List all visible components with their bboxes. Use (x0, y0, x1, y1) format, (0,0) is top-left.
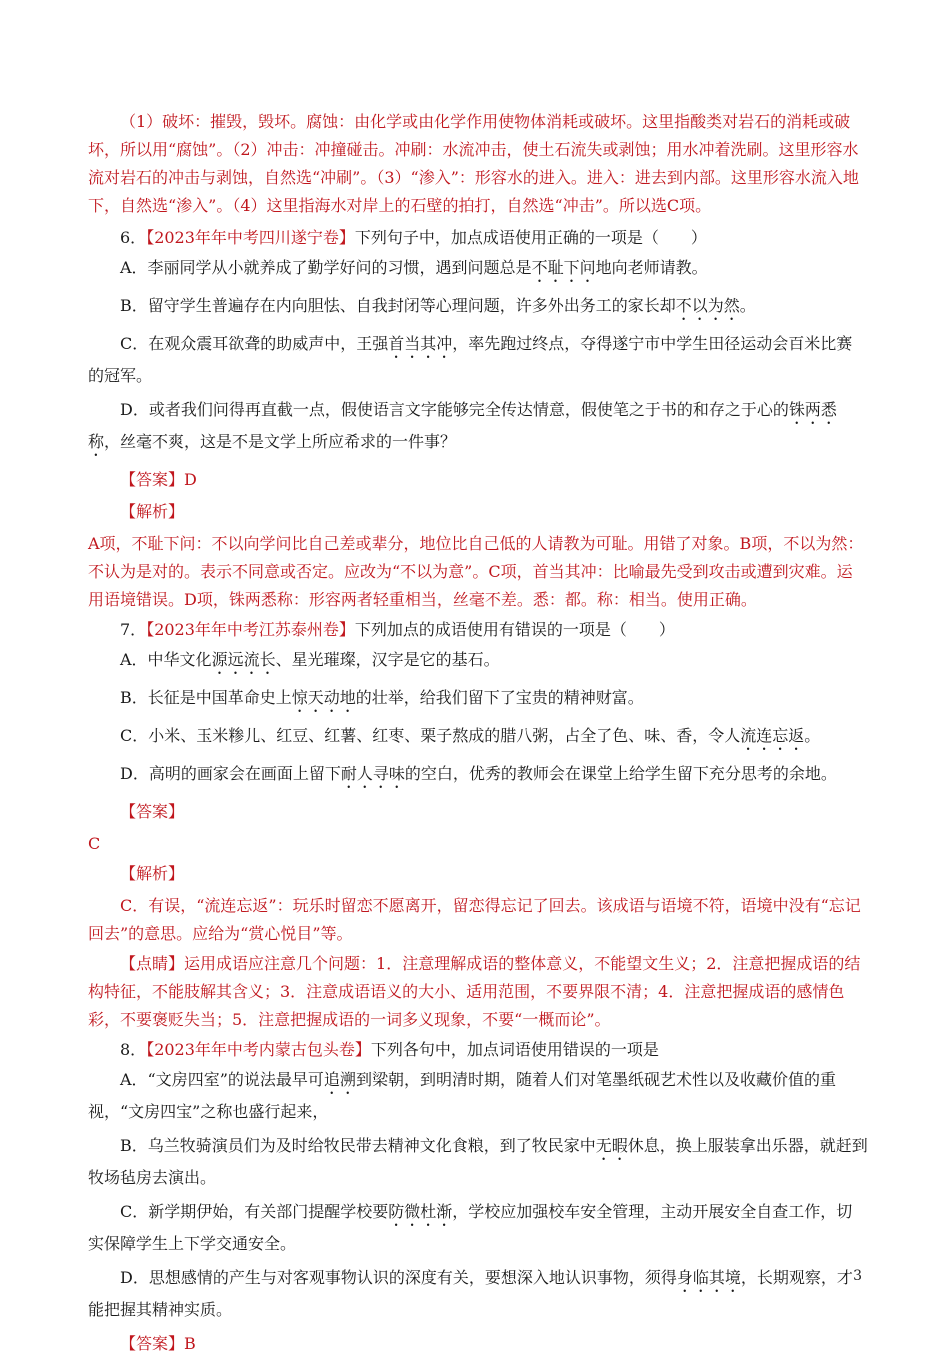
q6-analysis: A项，不耻下问：不以向学问比自己差或辈分，地位比自己低的人请教为可耻。用错了对象。B项，不以为然：不认为是对的。表示不同意或否定。应改为“不以为意”。C项，首当其冲：比喻最先受到攻击或遭到灾难。运用语境错误。D项，铢两悉称：形容两者轻重相当，丝毫不差。悉：都。称：相当。使用正确。 (88, 534, 864, 609)
q6-option-b: B．留守学生普遍存在内向胆怯、自我封闭等心理问题，许多外出务工的家长却不以为然。 (120, 296, 756, 315)
q8-option-c: C．新学期伊始，有关部门提醒学校要防微杜渐，学校应加强校车安全管理，主动开展安全自查工作，切实保障学生上下学交通安全。 (88, 1202, 853, 1253)
q6-stem: 6．【2023年年中考四川遂宁卷】下列句子中，加点成语使用正确的一项是（ ） (120, 228, 707, 247)
q8-option-d: D．思想感情的产生与对客观事物认识的深度有关，要想深入地认识事物，须得身临其境，长期观察，才能把握其精神实质。 (88, 1268, 853, 1319)
q6-option-d: D．或者我们问得再直截一点，假使语言文字能够完全传达情意，假使笔之于书的和存之于心的铢两悉称，丝毫不爽，这是不是文学上所应希求的一件事？ (88, 400, 837, 451)
q7-source: 【2023年年中考江苏泰州卷】 (146, 620, 355, 639)
q7-option-d: D．高明的画家会在画面上留下耐人寻味的空白，优秀的教师会在课堂上给学生留下充分思考的余地。 (120, 764, 837, 783)
q6-option-c: C．在观众震耳欲聋的助威声中，王强首当其冲，率先跑过终点，夺得遂宁市中学生田径运动会百米比赛的冠军。 (88, 334, 853, 385)
q6-option-a: A．李丽同学从小就养成了勤学好问的习惯，遇到问题总是不耻下问地向老师请教。 (120, 258, 708, 277)
q7-stem: 7．【2023年年中考江苏泰州卷】下列加点的成语使用有错误的一项是（ ） (120, 620, 675, 639)
q7-option-c: C．小米、玉米糁儿、红豆、红薯、红枣、栗子熬成的腊八粥，占全了色、味、香，令人流连忘返。 (120, 726, 821, 745)
q7-answer: C (88, 834, 101, 853)
q6-source: 【2023年年中考四川遂宁卷】 (146, 228, 355, 247)
document-page (88, 108, 868, 1362)
q7-tip: 【点睛】运用成语应注意几个问题：1．注意理解成语的整体意义，不能望文生义；2．注意把握成语的结构特征，不能肢解其含义；3．注意成语语义的大小、适用范围，不要界限不清；4．注意把握成语的感情色彩，不要褒贬失当；5．注意把握成语的一词多义现象，不要“一概而论”。 (88, 954, 861, 1029)
q7-analysis-label: 【解析】 (120, 864, 185, 883)
q7-analysis: C．有误，“流连忘返”：玩乐时留恋不愿离开，留恋得忘记了回去。该成语与语境不符，语境中没有“忘记回去”的意思。应给为“赏心悦目”等。 (88, 896, 861, 943)
q8-option-b: B．乌兰牧骑演员们为及时给牧民带去精神文化食粮，到了牧民家中无暇休息，换上服装拿出乐器，就赶到牧场毡房去演出。 (88, 1136, 868, 1187)
q8-answer: 【答案】B (120, 1334, 196, 1353)
q5-analysis: （1）破坏：摧毁，毁坏。腐蚀：由化学或由化学作用使物体消耗或破坏。这里指酸类对岩石的消耗或破坏，所以用“腐蚀”。（2）冲击：冲撞碰击。冲刷：水流冲击，使土石流失或剥蚀；用水冲着洗刷。这里形容水流对岩石的冲击与剥蚀，自然选“冲刷”。（3）“渗入”：形容水的进入。进入：进去到内部。这里形容水流入地下，自然选“渗入”。（4）这里指海水对岸上的石壁的拍打，自然选“冲击”。所以选C项。 (88, 112, 859, 215)
q8-stem: 8．【2023年年中考内蒙古包头卷】下列各句中，加点词语使用错误的一项是 (120, 1040, 659, 1059)
page-number: 3 (853, 1268, 862, 1284)
q7-option-a: A．中华文化源远流长、星光璀璨，汉字是它的基石。 (120, 650, 500, 669)
q8-source: 【2023年年中考内蒙古包头卷】 (146, 1040, 371, 1059)
q7-answer-label: 【答案】 (120, 802, 185, 821)
q6-analysis-label: 【解析】 (120, 502, 185, 521)
q6-answer: 【答案】D (120, 470, 197, 489)
q8-option-a: A．“文房四室”的说法最早可追溯到梁朝，到明清时期，随着人们对笔墨纸砚艺术性以及收藏价值的重视，“文房四宝”之称也盛行起来， (88, 1070, 836, 1121)
q7-option-b: B．长征是中国革命史上惊天动地的壮举，给我们留下了宝贵的精神财富。 (120, 688, 644, 707)
